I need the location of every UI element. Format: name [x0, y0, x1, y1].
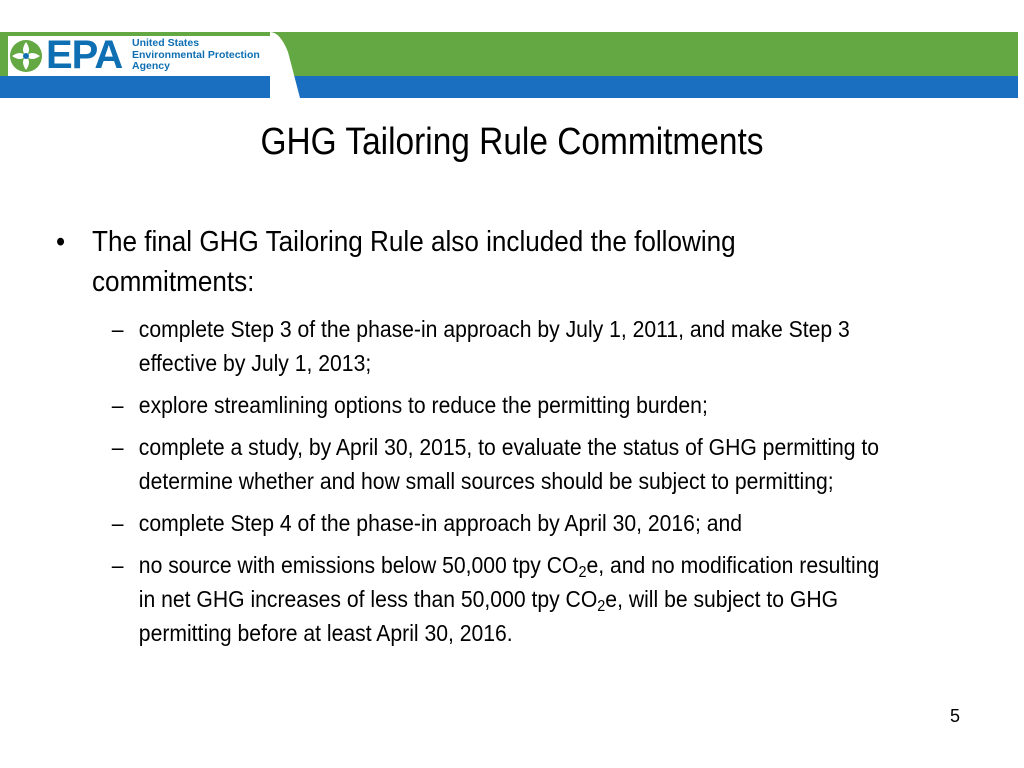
- sub-bullet-list: [112, 312, 893, 650]
- epa-logo-text: EPA: [46, 33, 123, 77]
- sub-bullet-text: complete a study, by April 30, 2015, to evaluate the status of GHG permitting to determine whether and how small sources should be subject to permitting;: [138, 434, 880, 494]
- text-part: e, and no modification resulting in net GHG increases of less than 50,000 tpy CO: [138, 552, 880, 612]
- page-number: 5: [950, 706, 961, 726]
- bullet-mark: •: [56, 226, 66, 258]
- sub-bullet-text: [139, 548, 893, 650]
- sub-bullet: [112, 548, 893, 650]
- dash-mark: –: [111, 316, 124, 342]
- slide-title: GHG Tailoring Rule Commitments: [260, 121, 764, 163]
- sub-bullet-text: explore streamlining options to reduce the permitting burden;: [138, 392, 708, 418]
- sub-bullet: [112, 506, 893, 540]
- agency-name-line3: Agency: [132, 60, 170, 72]
- sub-bullet: [112, 312, 893, 380]
- main-bullet-text: The final GHG Tailoring Rule also included the following commitments:: [92, 226, 736, 298]
- epa-flower-icon: [8, 38, 44, 74]
- text-part: e, will be subject to GHG permitting before at least April 30, 2016.: [138, 586, 839, 646]
- sub-bullet-text: complete Step 3 of the phase-in approach by July 1, 2011, and make Step 3 effective by July 1, 2013;: [138, 316, 850, 376]
- sub-bullet: [112, 430, 893, 498]
- dash-mark: –: [111, 392, 124, 418]
- sub-bullet-text: complete Step 4 of the phase-in approach by April 30, 2016; and: [138, 510, 742, 536]
- main-bullet: [56, 222, 893, 302]
- header-blue-band: [0, 76, 1018, 98]
- agency-name-line2: Environmental Protection: [132, 48, 260, 61]
- agency-name: [132, 38, 260, 73]
- epa-logo[interactable]: [8, 33, 278, 77]
- subscript-2: 2: [597, 598, 606, 615]
- subscript-2: 2: [578, 564, 587, 581]
- dash-mark: –: [111, 510, 124, 536]
- header-banner: [0, 0, 1024, 104]
- dash-mark: –: [111, 552, 124, 578]
- text-part: no source with emissions below 50,000 tpy CO: [138, 552, 579, 578]
- dash-mark: –: [111, 434, 124, 460]
- agency-name-line1: United States: [132, 37, 200, 49]
- slide-content: [56, 222, 893, 658]
- sub-bullet: [112, 388, 893, 422]
